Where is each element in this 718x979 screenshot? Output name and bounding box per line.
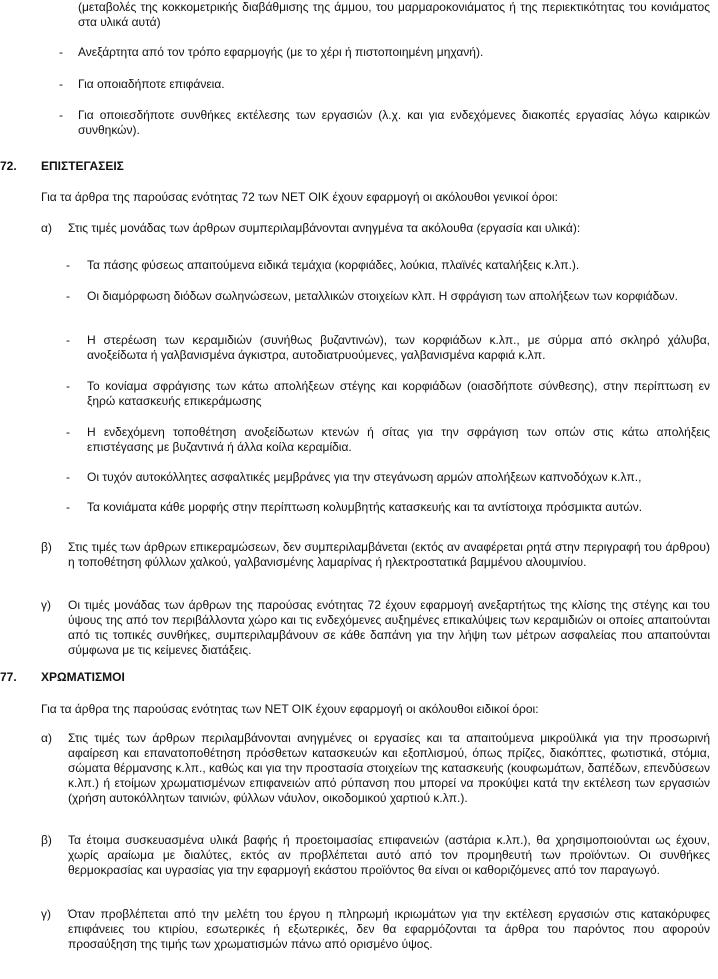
list-item: Οι διαμόρφωση διόδων σωληνώσεων, μεταλλικών στοιχείων κλπ. Η σφράγιση των απολήξεων των κορφιάδων.: [87, 289, 678, 303]
list-dash: -: [66, 333, 70, 347]
list-item: Οι τυχόν αυτοκόλλητες ασφαλτικές μεμβράνες για την στεγάνωση αρμών απολήξεων καπνοδόχων κ.λπ.,: [87, 470, 642, 484]
clause-letter: β): [41, 540, 52, 554]
clause-letter: α): [41, 221, 52, 235]
clause-text: Στις τιμές των άρθρων περιλαμβάνονται ανηγμένες οι εργασίες και τα απαιτούμενα μικροϋλικά για την προσωρινή αφαίρεση και επανατοποθέτηση πρόσθετων κατασκευών και εξοπλισμού, όπως πρίζες, διακόπτες, φωτιστικά, στόμια, σώματα θέρμανσης κ.λπ., καθώς και για την προστασία στοιχείων της κατασκευής (κουφωμάτων, δαπέδων, επενδύσεων κ.λπ.) ή ετοίμων χρωματισμένων επιφανειών από ρύπανση που μπορεί να προκύψει κατά την εκτέλεση των εργασιών (χρήση αυτοκόλλητων ταινιών, φύλλων νάυλον, οικοδομικού χαρτιού κ.λπ.).: [68, 731, 710, 805]
clause-text: Στις τιμές των άρθρων επικεραμώσεων, δεν συμπεριλαμβάνεται (εκτός αν αναφέρεται ρητά στην περιγραφή του άρθρου) η τοποθέτηση φύλλων χαλκού, γαλβανισμένης λαμαρίνας ή ηλεκτροστατικά βαμμένου αλουμινίου.: [68, 540, 710, 569]
list-item: Για οποιεσδήποτε συνθήκες εκτέλεσης των εργασιών (λ.χ. και για ενδεχόμενες διακοπές εργασίας λόγω καιρικών συνθηκών).: [78, 108, 710, 137]
list-dash: -: [66, 425, 70, 439]
list-item-continuation: (μεταβολές της κοκκομετρικής διαβάθμισης της άμμου, του μαρμαροκονιάματος ή της περιεκτικότητας του κονιάματος στα υλικά αυτά): [78, 0, 710, 29]
list-item: Ανεξάρτητα από τον τρόπο εφαρμογής (με το χέρι ή πιστοποιημένη μηχανή).: [78, 45, 484, 59]
list-dash: -: [66, 470, 70, 484]
clause-letter: β): [41, 833, 52, 847]
section-intro: Για τα άρθρα της παρούσας ενότητας των ΝΕΤ ΟΙΚ έχουν εφαρμογή οι ακόλουθοι ειδικοί όροι:: [41, 702, 539, 716]
list-dash: -: [66, 258, 70, 272]
list-item: Η ενδεχόμενη τοποθέτηση ανοξείδωτων κτενών ή σίτας για την σφράγιση των οπών στις κάτω απολήξεις επιστέγασης με βυζαντινά ή άλλα κοίλα κεραμίδια.: [87, 425, 710, 454]
section-intro: Για τα άρθρα της παρούσας ενότητας 72 των ΝΕΤ ΟΙΚ έχουν εφαρμογή οι ακόλουθοι γενικοί όροι:: [41, 190, 558, 204]
list-item: Για οποιαδήποτε επιφάνεια.: [78, 77, 225, 91]
clause-text: Οι τιμές μονάδας των άρθρων της παρούσας ενότητας 72 έχουν εφαρμογή ανεξαρτήτως της κλίσης της στέγης και του ύψους της από τον περιβάλλοντα χώρο και τις ενδεχόμενες αυξημένες επικαλύψεις των κεραμιδιών οι οποίες απαιτούνται από τις τοπικές συνθήκες, συμπεριλαμβάνουν σε κάθε δαπάνη για την λήψη των μέτρων ασφαλείας που απαιτούνται σύμφωνα με τις κείμενες διατάξεις.: [68, 598, 710, 657]
clause-letter: γ): [41, 907, 51, 921]
clause-letter: γ): [41, 598, 51, 612]
list-item: Τα πάσης φύσεως απαιτούμενα ειδικά τεμάχια (κορφιάδες, λούκια, πλαϊνές καταλήξεις κ.λπ.).: [87, 258, 580, 272]
clause-text: Τα έτοιμα συσκευασμένα υλικά βαφής ή προετοιμασίας επιφανειών (αστάρια κ.λπ.), θα χρησιμοποιούνται ως έχουν, χωρίς αραίωμα με διαλύτες, εκτός αν προβλέπεται αυτό από τον προμηθευτή των προϊόντων. Οι συνθήκες θερμοκρασίας και υγρασίας για την εφαρμογή εκάστου προϊόντος θα είναι οι καθοριζόμενες από τον παραγωγό.: [68, 833, 710, 877]
list-dash: -: [59, 108, 63, 122]
list-item: Η στερέωση των κεραμιδιών (συνήθως βυζαντινών), των κορφιάδων κ.λπ., με σύρμα από σκληρό χάλυβα, ανοξείδωτα ή γαλβανισμένα άγκιστρα, αυτοδιατρυούμενες, γαλβανισμένα καρφιά κ.λπ.: [87, 333, 710, 362]
clause-letter: α): [41, 731, 52, 745]
list-dash: -: [66, 379, 70, 393]
section-title: ΧΡΩΜΑΤΙΣΜΟΙ: [41, 670, 125, 684]
list-dash: -: [66, 289, 70, 303]
section-number: 72.: [0, 159, 17, 173]
list-item: Το κονίαμα σφράγισης των κάτω απολήξεων στέγης και κορφιάδων (οιασδήποτε σύνθεσης), στην περίπτωση εν ξηρώ κατασκευής επικεράμωσης: [87, 379, 710, 408]
clause-text: Όταν προβλέπεται από την μελέτη του έργου η πληρωμή ικριωμάτων για την εκτέλεση εργασιών στις κατακόρυφες επιφάνειες του κτιρίου, εσωτερικές ή εξωτερικές, δεν θα εφαρμόζονται τα άρθρα του παρόντος που αφορούν προσαύξηση της τιμής των χρωματισμών πάνω από ορισμένο ύψος.: [68, 907, 710, 951]
list-item: Τα κονιάματα κάθε μορφής στην περίπτωση κολυμβητής κατασκευής και τα αντίστοιχα πρόσμικτα αυτών.: [87, 500, 643, 514]
clause-text: Στις τιμές μονάδας των άρθρων συμπεριλαμβάνονται ανηγμένα τα ακόλουθα (εργασία και υλικά):: [68, 221, 581, 235]
list-dash: -: [59, 45, 63, 59]
section-number: 77.: [0, 670, 17, 684]
list-dash: -: [66, 500, 70, 514]
section-title: ΕΠΙΣΤΕΓΑΣΕΙΣ: [41, 159, 124, 173]
list-dash: -: [59, 77, 63, 91]
